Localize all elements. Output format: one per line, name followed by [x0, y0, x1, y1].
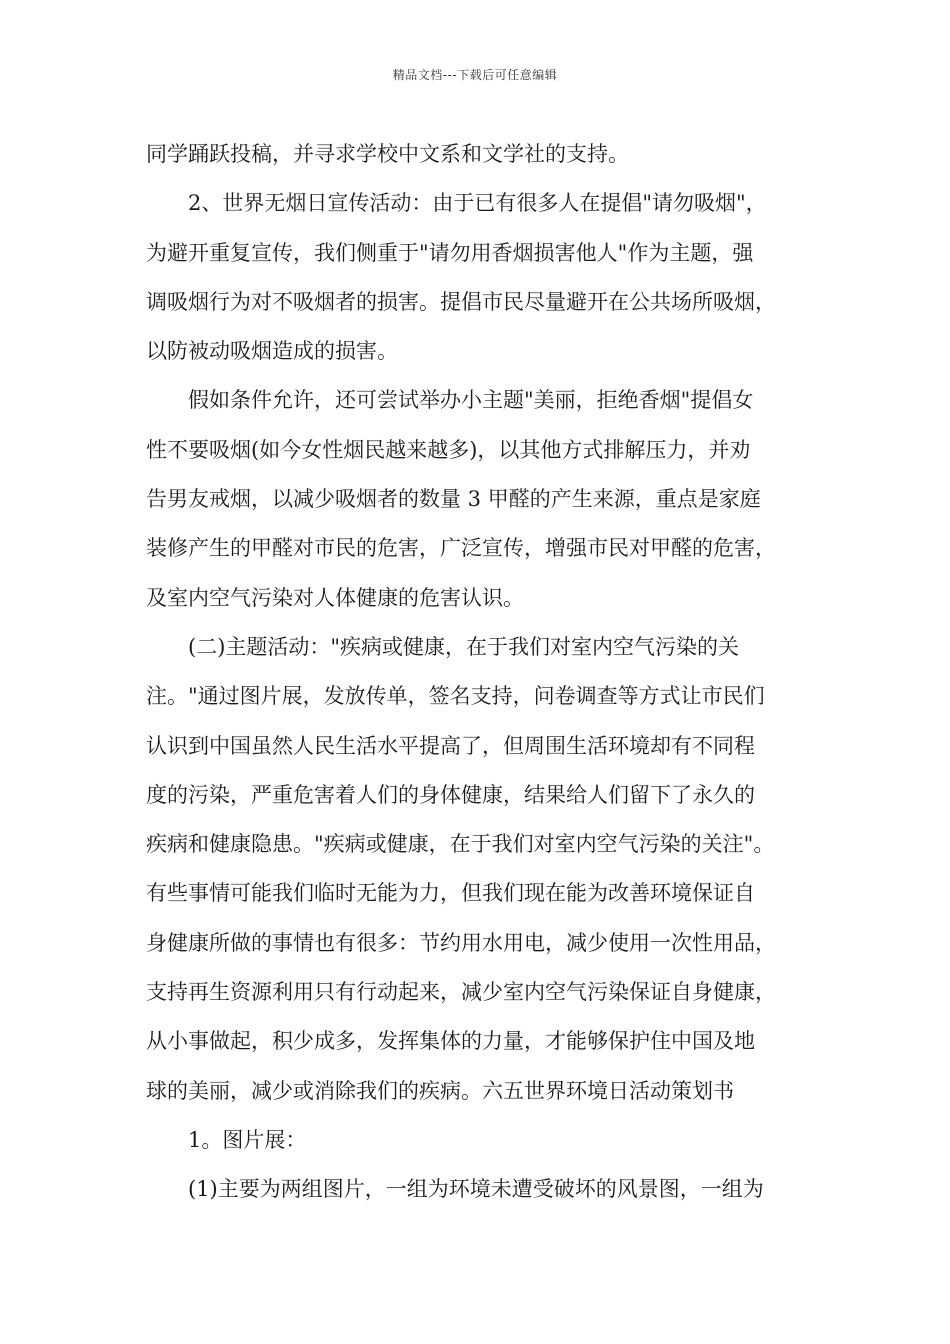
document-body: [146, 130, 826, 1215]
page-header: 精品文档---下载后可任意编辑: [392, 68, 558, 82]
text-line: 度的污染，严重危害着人们的身体健康，结果给人们留下了永久的: [146, 782, 755, 807]
text-line: 告男友戒烟，以减少吸烟者的数量 3 甲醛的产生来源，重点是家庭: [146, 487, 761, 512]
text-line: 从小事做起，积少成多，发挥集体的力量，才能够保护住中国及地: [146, 1029, 755, 1054]
text-line: 为避开重复宣传，我们侧重于"请勿用香烟损害他人"作为主题，强: [146, 240, 754, 265]
text-line: 调吸烟行为对不吸烟者的损害。提倡市民尽量避开在公共场所吸烟，: [146, 289, 776, 314]
text-line: 性不要吸烟(如今女性烟民越来越多)，以其他方式排解压力，并劝: [146, 437, 751, 462]
text-line: (二)主题活动："疾病或健康，在于我们对室内空气污染的关: [188, 634, 740, 659]
text-line: 及室内空气污染对人体健康的危害认识。: [146, 585, 524, 610]
text-line: 有些事情可能我们临时无能为力，但我们现在能为改善环境保证自: [146, 881, 755, 906]
text-line: 装修产生的甲醛对市民的危害，广泛宣传，增强市民对甲醛的危害，: [146, 536, 776, 561]
text-line: 同学踊跃投稿，并寻求学校中文系和文学社的支持。: [146, 142, 629, 166]
text-line: 假如条件允许，还可尝试举办小主题"美丽，拒绝香烟"提倡女: [188, 388, 754, 413]
text-line: 以防被动吸烟造成的损害。: [146, 339, 398, 364]
text-line: 注。"通过图片展，发放传单，签名支持，问卷调查等方式让市民们: [146, 684, 765, 709]
text-line: 疾病和健康隐患。"疾病或健康，在于我们对室内空气污染的关注"。: [146, 832, 775, 857]
text-line: 2、世界无烟日宣传活动：由于已有很多人在提倡"请勿吸烟"，: [188, 191, 767, 216]
text-line: 球的美丽，减少或消除我们的疾病。六五世界环境日活动策划书: [146, 1078, 734, 1103]
text-line: 支持再生资源利用只有行动起来，减少室内空气污染保证自身健康，: [146, 980, 776, 1005]
text-line: 1。图片展：: [188, 1127, 307, 1152]
text-line: (1)主要为两组图片，一组为环境未遭受破坏的风景图，一组为: [188, 1177, 764, 1202]
text-line: 认识到中国虽然人民生活水平提高了，但周围生活环境却有不同程: [146, 733, 755, 758]
text-line: 身健康所做的事情也有很多：节约用水用电，减少使用一次性用品，: [146, 930, 776, 955]
